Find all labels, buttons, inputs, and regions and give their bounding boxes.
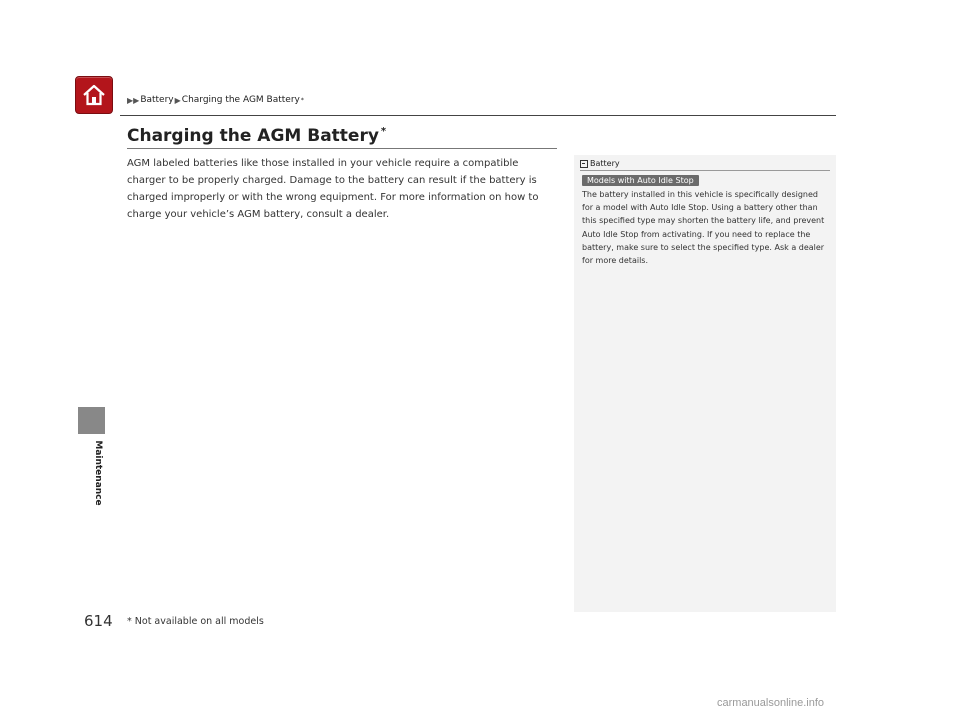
breadcrumb-arrow-icon: ▶ <box>174 95 181 105</box>
note-sidebar <box>574 155 836 612</box>
breadcrumb-item-battery[interactable]: Battery <box>140 95 174 105</box>
model-badge: Models with Auto Idle Stop <box>582 175 699 186</box>
note-heading-text[interactable]: Battery <box>590 159 620 168</box>
body-paragraph: AGM labeled batteries like those installed in your vehicle require a compatible charger to be properly charged. Damage to the battery can result if the battery is charged improperly or with the wrong equipment. For more information on how to charge your vehicle’s AGM battery, consult a dealer. <box>127 158 539 220</box>
note-rule <box>580 170 830 171</box>
reference-icon <box>580 160 588 168</box>
title-asterisk: * <box>380 126 387 138</box>
home-icon <box>80 81 108 109</box>
breadcrumb-arrow-icon: ▶▶ <box>127 95 140 105</box>
page-title <box>127 126 386 146</box>
title-rule <box>127 148 557 149</box>
home-button[interactable] <box>75 76 113 114</box>
page-title-text: Charging the AGM Battery <box>127 126 379 146</box>
breadcrumb-item-charging[interactable]: Charging the AGM Battery <box>181 95 300 105</box>
watermark: carmanualsonline.info <box>717 697 825 709</box>
page-number: 614 <box>84 612 113 630</box>
header-rule <box>120 115 836 116</box>
note-heading <box>580 159 620 168</box>
section-tab[interactable] <box>78 407 105 434</box>
section-label: Maintenance <box>93 440 103 506</box>
note-text: The battery installed in this vehicle is specifically designed for a model with Auto Idle Stop. Using a battery other than this specified type may shorten the battery life, and prevent Auto Idle Stop from activating. If you need to replace the battery, make sure to select the specified type. Ask a dealer for more details. <box>582 190 825 266</box>
breadcrumb <box>127 95 304 105</box>
footnote: * Not available on all models <box>127 616 264 627</box>
breadcrumb-asterisk: * <box>300 96 304 104</box>
